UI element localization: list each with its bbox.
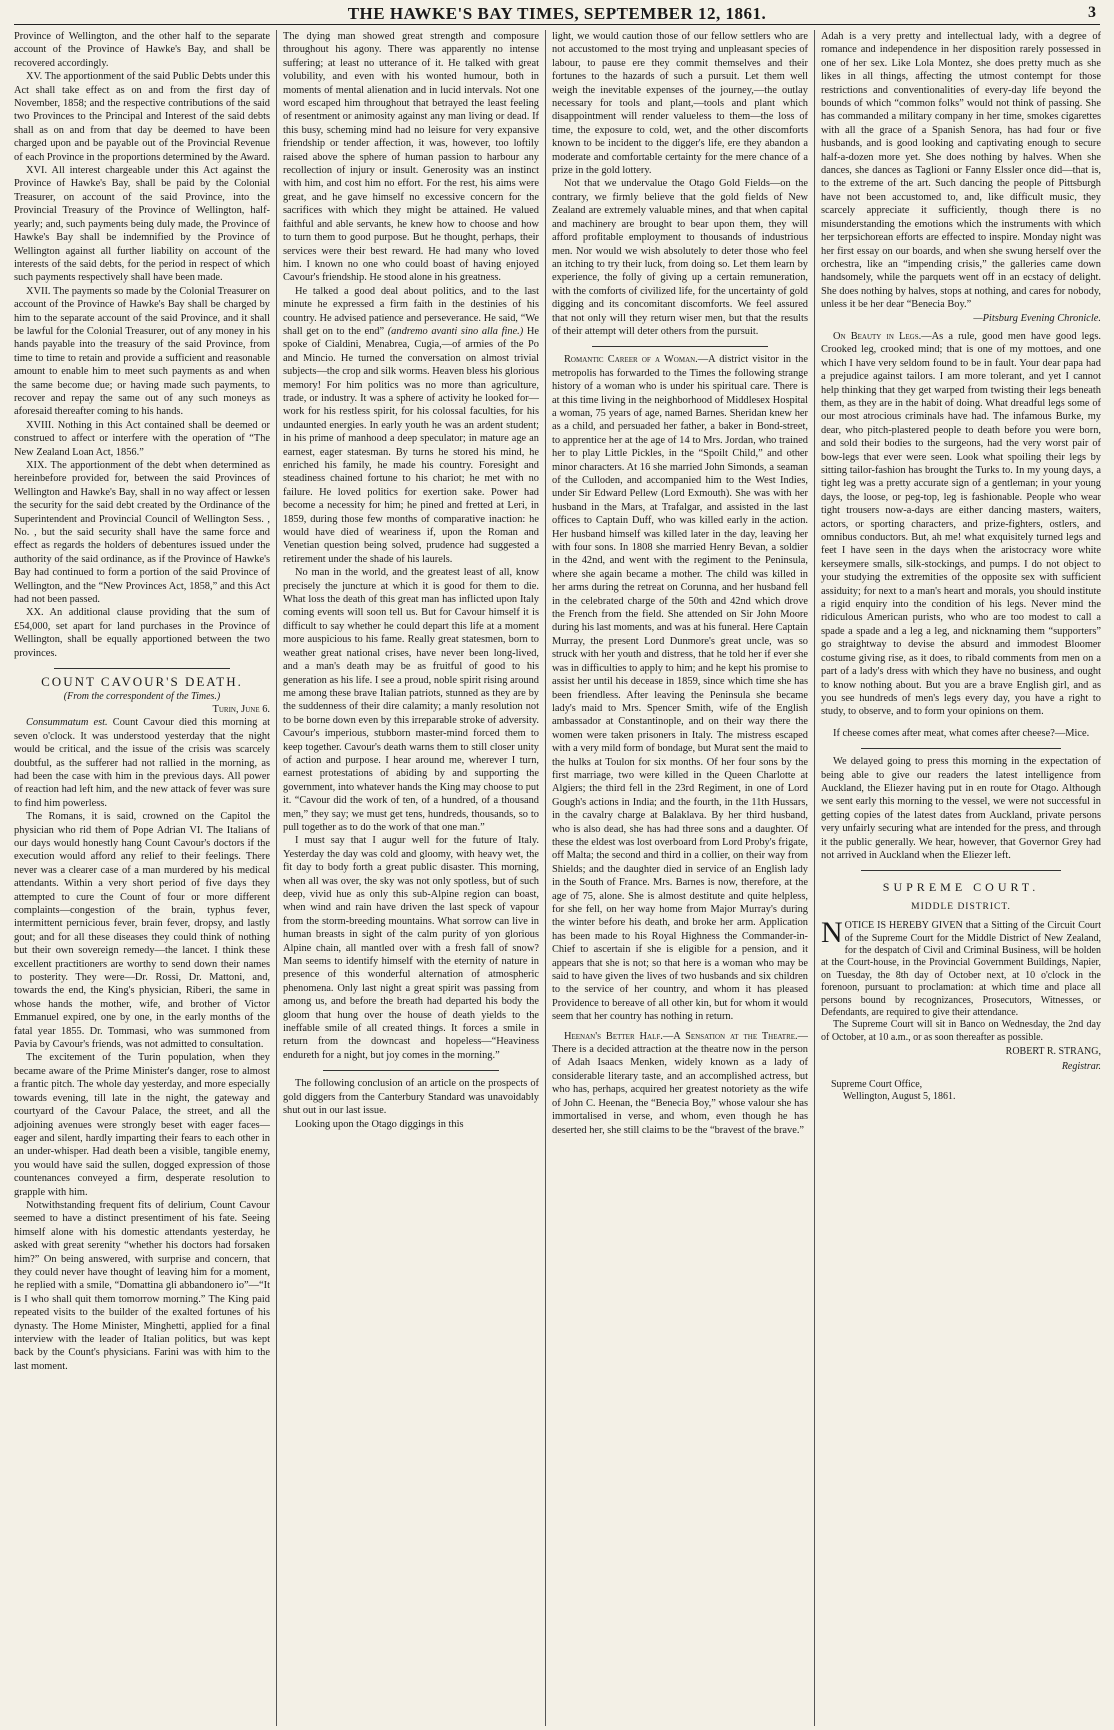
page-number: 3: [1088, 4, 1096, 21]
act-clause-xvi: XVI. All interest chargeable under this Act against the Province of Hawke's Bay, shall be paid by the Colonial Treasurer, on account of the said Province, into the Provincial Treasury of the Province of Wellington, half-yearly; and, such payments being duly made, the Province of Hawke's Bay shall be indemnified by the Province of Wellington against all further liability on account of the interests of the said debts, for the period in respect of which such payments respectively shall have been made.: [14, 165, 270, 284]
act-clause-xviii: XVIII. Nothing in this Act contained shall be deemed or construed to affect or interfere with the operation of “The New Zealand Loan Act, 1856.”: [14, 419, 270, 458]
drop-cap: N: [821, 916, 843, 950]
notice-paragraph: The Supreme Court will sit in Banco on Wednesday, the 2nd day of October, at 10 a.m., or as soon thereafter as possible.: [821, 1019, 1101, 1043]
section-divider: [592, 346, 768, 347]
article-paragraph: I must say that I augur well for the future of Italy. Yesterday the day was cold and gloomy, with heavy wet, the fit day to body forth a great public disaster. This morning, when all was over, the sky was not only spotless, but of such deep, vivid hue as only this sub-Alpine region can boast, when wind and rain have driven the last speck of vapour from the storm-breeding mountains. What sorrow can live in human breasts in sight of the calm purity of yon glorious Alpine chain, all mantled over with a fresh fall of snow? Man seems to identify himself with the eternity of nature in presence of this wonderful alternation of atmospheric phenomena. Only last night a great spirit was passing from among us, and before the breath had departed his body the gloom that hung over the house of death yields to the ineffable smile of all created things. It forces a smile in return from the downcast and hopeless—“Heaviness endureth for a night, but joy comes in the morning.”: [283, 835, 539, 1061]
section-divider: [861, 748, 1061, 749]
article-paragraph: The dying man showed great strength and composure throughout his agony. There was apparently no intense suffering; at least no utterance of it. He talked with great volubility, and even with his wonted humour, both in moments of mental alienation and in lucid intervals. Not one word escaped him throughout that betrayed the least feeling of resentment or animosity against any man living or dead. If this busy, scheming mind had no leisure for very expansive friendship or tender affection, it was, however, too loftily raised above the sphere of human passion to harbour any recollection of injury or insult. Generosity was an instinct with him, and cost him no effort. For the rest, his aims were great, and he gave himself no excessive concern for the sacrifices with which they might be attained. He valued faithful and able servants, he knew how to choose and how to turn them to good purpose. But he thought, perhaps, their services were their best reward. He had many who loved him. I known no one who could boast of having enjoyed Cavour's friendship. He stood alone in his greatness.: [283, 31, 539, 284]
article-source: (From the correspondent of the Times.): [63, 690, 221, 702]
article-credit: —Pitsburg Evening Chronicle.: [973, 312, 1101, 324]
item-headline: Heenan's Better Half.—A Sensation at the Theatre.: [564, 1030, 798, 1042]
article-headline: COUNT CAVOUR'S DEATH.: [41, 674, 243, 690]
article-paragraph: No man in the world, and the greatest least of all, know precisely the juncture at which it is good for them to die. What loss the death of this great man has inflicted upon Italy coming events will soon tell us. But for Cavour himself it is difficult to say whether he could depart this life at a moment more auspicious to his fame. Really great statesmen, born to weather great national crises, have never been long-lived, and a man's death may be as fruitful of good to his generation as his life. I see a proud, noble spirit rising around me among these brave Italian patriots, stunned as they are by the suddenness of their dire calamity; a manly resolution not to be borne down even by this irreparable stroke of adversity. Cavour's imperious, stubborn master-mind forced them to keep together. Cavour's death warns them to still closer unity of action and purpose. I hear around me, wherever I turn, earnest protestations of abiding by and supporting the government, into whatever hands the King may choose to put it. “Cavour did the work of ten, of a hundred, of a thousand men,” they say; we must get tens, hundreds, thousands, so to pull together as to do the work of that one man.”: [283, 567, 539, 833]
section-divider: [323, 1070, 499, 1071]
column-3: [552, 30, 808, 1728]
italian-quote: (andremo avanti sino alla fine.): [387, 325, 524, 337]
office-line: Supreme Court Office,: [831, 1079, 923, 1091]
item-body: —There is a decided attraction at the theatre now in the person of Adah Isaacs Menken, widely known as a lady of considerable literary taste, and an accomplished actress, but who has, perhaps, acquired her greatest notoriety as the wife of John C. Heenan, the “Benecia Boy,” whose valour she has immortalised in verse, and whom, even though he has deserted her, she still claims to be the “bravest of the brave.”: [552, 1030, 808, 1136]
column-2: [283, 30, 539, 1728]
column-rule: [545, 30, 546, 1726]
article-opening: Consummatum est.: [26, 717, 108, 729]
article-paragraph: The excitement of the Turin population, when they became aware of the Prime Minister's danger, rose to almost a frantic pitch. The whole day yesterday, and more especially towards evening, till late in the night, the gateway and courtyard of the Cavour Palace, the street, and all the adjoining avenues were strongly beset with eager faces—eager and silent, hardly imparting their fears to each other in an under-whisper. Had death been a visible, tangible enemy, you would have said the sullen, dogged expression of those countenances conveyed a firm, desperate resolution to grapple with him.: [14, 1052, 270, 1198]
act-clause-xvii: XVII. The payments so made by the Colonial Treasurer on account of the Province of Hawke's Bay shall be charged by him to the separate account of the said Province, and it shall be lawful for the Colonial Treasurer, out of any money in his hands payable into the treasury of the said Province, from time to time to retain and provide a sufficient and reasonable amount to enable him to meet such payments as and when the same become due; or having made such payments, to recover and repay the same out of any such moneys as aforesaid thereafter coming to his hands.: [14, 285, 270, 418]
act-clause-tail: Province of Wellington, and the other half to the separate account of the Province of Hawke's Bay, and shall be recovered accordingly.: [14, 31, 270, 69]
article-paragraph: Count Cavour died this morning at seven o'clock. It was understood yesterday that the night would be critical, and the issue of the crisis was scarcely doubtful, as the sufferer had not rallied in the morning, as had been the case with him in the previous days. All power of reaction had left him, and the new attack of fever was sure to find him powerless.: [14, 717, 270, 809]
court-notice: [821, 916, 1101, 1104]
act-clause-xx: XX. An additional clause providing that the sum of £54,000, set apart for land purchases in the Province of Wellington, shall be equally apportioned between the two provinces.: [14, 607, 270, 659]
signer-role: Registrar.: [1061, 1060, 1101, 1072]
signer-name: ROBERT R. STRANG,: [1005, 1046, 1101, 1058]
article-paragraph: light, we would caution those of our fellow settlers who are not accustomed to the most trying and unpleasant species of labour, to pause ere they commit themselves and their fortunes to the hazards of such a pursuit. Let them well weigh the inevitable expenses of the journey,—the outlay necessary for tools and plant,—tools and plant which disappointment will render valueless to them—the loss of time, the exposure to cold, wet, and the other discomforts known to be incident to the digger's life, ere they abandon a moderate and comfortable certainty for the mere chance of a prize in the gold lottery.: [552, 31, 808, 177]
article-paragraph: Not that we undervalue the Otago Gold Fields—on the contrary, we firmly believe that the gold fields of New Zealand are extremely valuable mines, and that when capital and machinery are brought to bear upon them, they will afford profitable employment to thousands of industrious men. Nor would we wish absolutely to deter those who feel an itching to try their luck, from doing so. Let them learn by experience, the folly of giving up a certain remuneration, with the comforts of civilized life, for the uncertainty of gold digging and its concomitant discomforts. We feel assured that not only will they return wiser men, but that the results of their attempt will deter others from the pursuit.: [552, 178, 808, 337]
item-headline: Romantic Career of a Woman.: [564, 354, 698, 366]
article-dateline: Turin, June 6.: [212, 703, 270, 715]
editorial-note: The following conclusion of an article on the prospects of gold diggers from the Canterbury Standard was unavoidably shut out in our last issue.: [283, 1078, 539, 1117]
court-district: MIDDLE DISTRICT.: [911, 901, 1011, 912]
act-clause-xv: XV. The apportionment of the said Public Debts under this Act shall take effect as on and from the first day of November, 1858; and the respective contributions of the said two Provinces to the Principal and Interest of the said debts shall as on and from that day be deemed to have been charged upon and be payable out of the Provincial Revenue of each Province in the proportions determined by the Award.: [14, 71, 270, 163]
article-paragraph: Looking upon the Otago diggings in this: [295, 1118, 464, 1130]
section-divider: [54, 668, 230, 669]
article-paragraph: He talked a good deal about politics, and to the last minute he expressed a firm faith in the destinies of his country. He advised patience and perseverance. He said, “We shall get on to the end”: [283, 285, 539, 337]
article-paragraph: He spoke of Cialdini, Menabrea, Cugia,—of armies of the Po and Mincio. He turned the conversation on almost trivial subjects—the crop and silk worms. Heaven bless his glorious memory! For him politics was no more than agriculture, trade, or industry. It was a sphere of activity he looked for—work for his restless spirit, for his colossal faculties, for his undaunted energies. In early youth he was an ardent student; in his prime of manhood a deep speculator; in mature age an earnest, eager statesman. By turns he stored his mind, he enriched his family, he made his country. Foresight and steadiness chained fortune to his chariot; he met with no failure. He loved politics for exertion sake. Power had become a necessity for him; he pined and fretted at Leri, in 1859, during those few months of comparative inaction: he would have died of weariness if, upon the Roman and Venetian question being solved, prudence had suggested a retirement under the shade of his laurels.: [283, 325, 539, 565]
joke: If cheese comes after meat, what comes after cheese?—Mice.: [833, 727, 1090, 739]
article-paragraph: Notwithstanding frequent fits of delirium, Count Cavour seemed to have a distinct presentiment of his fate. Seeing himself alone with his domestic attendants yesterday, he asked with great serenity “whether his doctors had forsaken him?” On being answered, with surprise and concern, that they could never have thought of leaving him for a moment, he replied with a smile, “Domattina gli abbandonero io”—“It is I who shall quit them tomorrow morning.” The King paid repeated visits to the builder of the exalted fortunes of his dynasty. The Home Minister, Minghetti, applied for a final interview with the leader of Italian politics, but was kept back by the Count's physicians. Farini was with him to the last moment.: [14, 1199, 270, 1372]
section-divider: [861, 870, 1061, 871]
press-notice: We delayed going to press this morning in the expectation of being able to give our readers the latest intelligence from Auckland, the Eliezer having put in en route for Otago. Although we sent early this morning to the vessel, we were not successful in getting copies of the latest dates from Auckland, private persons very unfairly securing what are intended for the press, and through it the public generally. We hear, however, that Governor Grey had not arrived in Auckland when the Eliezer left.: [821, 756, 1101, 861]
column-rule: [814, 30, 815, 1726]
item-headline: On Beauty in Legs.: [833, 330, 922, 342]
masthead: [14, 4, 1100, 25]
column-rule: [276, 30, 277, 1726]
column-4: [821, 30, 1101, 1728]
article-paragraph: The Romans, it is said, crowned on the Capitol the physician who rid them of Pope Adrian VI. The Italians of our days would honestly hang Count Cavour's doctors if the execution would afford any relief to their feelings. There never was a clearer case of a man murdered by his medical attendants. Within a very short period of five days they attempted to cure the Count of four or more different complaints—congestion of the brain, typhus fever, intermittent pernicious fever, brain fever, dropsy, and lastly gout; and for all these diseases they could think of nothing but their own sovereign remedy—the lancet. I think these excellent practitioners are worthy to send down their names to posterity. They were—Dr. Rossi, Dr. Mattoni, and, towards the end, the King's physician, Riberi, the same in whose hands the mother, wife, and brother of Victor Emmanuel expired, one by one, in the early months of the fatal year 1855. Dr. Tommasi, who was summoned from Pavia by Cavour's friends, was not admitted to consultation.: [14, 811, 270, 1051]
column-1: [14, 30, 270, 1728]
court-heading: SUPREME COURT.: [882, 880, 1040, 895]
notice-body: OTICE IS HEREBY GIVEN that a Sitting of the Circuit Court of the Supreme Court for the Middle District of New Zealand, for the despatch of Civil and Criminal Business, will be holden at the Court-house, in the Provincial Government Buildings, Napier, on Tuesday, the 8th day of October next, at 10 o'clock in the forenoon, pursuant to proclamation: at which time and place all persons bound by recognizances, Prosecutors, Witnesses, or Defendants, are required to give their attendance.: [821, 920, 1101, 1019]
masthead-title: THE HAWKE'S BAY TIMES, SEPTEMBER 12, 1861.: [347, 4, 767, 23]
article-paragraph: Adah is a very pretty and intellectual lady, with a degree of romance and independence in her disposition rarely possessed in one of her sex. Like Lola Montez, she does pretty much as she likes in all things, affecting the utmost contempt for those restrictions and conventionalities of every-day life beyond the bounds of which “common folks” would not think of passing. She has commanded a military company in her time, smokes cigarettes with all the grace of a Spanish Senora, has had four or five husbands, and is good looking and captivating enough to secure half-a-dozen more yet. She does nothing by halves. When she dances, she dances as Taglioni or Fanny Elssler once did—that is, to the extreme of the art. Such dancing the people of Pittsburgh have not been accustomed to, and, like difficult music, they scarcely appreciate it sufficiently, though there is no misunderstanding the emotions which the instruments with which her terpsichorean efforts are effected to inspire. Monday night was her first essay on our boards, and when she swung herself over the orchestra, like an “impending crisis,” the galleries came down handsomely, while the parquets went off in an ecstacy of delight. She does nothing by halves, stops at nothing, and cares for nobody, unless it be her dear “Benecia Boy.”: [821, 31, 1101, 311]
act-clause-xix: XIX. The apportionment of the debt when determined as hereinbefore provided for, between the said Provinces of Wellington and Hawke's Bay, shall in no way affect or lessen the security for the said debt created by the Ordinance of the Superintendent and Provincial Council of Wellington Sess. , No. , but the said security shall have the same force and effect as regards the holders of debentures issued under the authority of the said ordinance, as if the Province of Hawke's Bay had continued to form a portion of the said Province of Wellington, and the “New Provinces Act, 1858,” and this Act had not been passed.: [14, 460, 270, 606]
office-date: Wellington, August 5, 1861.: [843, 1091, 956, 1103]
item-body: —A district visitor in the metropolis has forwarded to the Times the following strange history of a woman who is under his spiritual care. There is at this time living in the neighborhood of Middlesex Hospital a woman, 75 years of age, named Barnes. Sheridan knew her as a child, and persuaded her father, a baker in Bond-street, to apprentice her at the age of 14 to Mrs. Jordan, who trained her to play Little Pickles, in the “Spoilt Child,” and other minor characters. At 16 she married John Simonds, a seaman of the Culloden, and accompanied him to the West Indies, under Sir Edward Pellew (Lord Exmouth). She was with her husband in the Mars, at Trafalgar, and assisted in the last offices to Captain Duff, who was killed early in the action. Her husband himself was killed later in the day, leaving her with four sons. In 1808 she married Henry Bevan, a soldier in the 42nd, and went with the regiment to the Peninsula, where she again became a mother. The child was killed in her arms during the retreat on Corunna, and her husband fell in the celebrated charge of the 50th and 42nd which drove the French from the field. She attended on Sir John Moore during his last moments, and was at his funeral. Here Captain Murray, the present Lord Dunmore's great uncle, was so struck with her youth and distress, that he told her if ever she was in difficulties to apply to him; and he kept his promise to assist her until his decease in 1859, since which time she has been friendless. After leaving the Peninsula she became lady's maid to Mrs. Spencer Smith, wife of the English ambassador at Constantinople, and on their way there the women were taken prisoners in Italy. The mistress escaped with a very mild form of bondage, but Murat sent the maid to the hulks at Toulon for six months. Of her four sons by the first marriage, two were killed in the Queen Charlotte at Algiers; the third fell in the 23rd Regiment, in one of Lord Gough's actions in India; and the fourth, in the 11th Hussars, in the cavalry charge at Balaklava. By her third husband, who is also dead, she has had three sons and a daughter. Of these the eldest was lost overboard from Lord Proby's frigate, off Malta; the second and third in a collier, on their way from Shields; and the daughter died in service of an English lady in the South of France. Mrs. Barnes is now, therefore, at the age of 75, alone. She is almost destitute and quite helpless, for she fell, on her way home from Major Murray's during the winter before his death, and broke her arm. Application has been made to his Royal Highness the Commander-in-Chief to ascertain if she is eligible for a pension, and it appears that she is not; so that here is a woman who may be said to have given the lives of two husbands and six children to the service of her country, and whom it has pleased Providence to bereave of all other kin, but for whom it would seem that her country has nothing in return.: [552, 354, 808, 1023]
item-body: —As a rule, good men have good legs. Crooked leg, crooked mind; that is one of my mottoes, and one which I have very seldom found to be in fault. Your dear papa had a prejudice against tailors. I am more tolerant, and yet I cannot help thinking that they get warped from twisting their legs beneath them, as they are in the habit of doing. What dreadful legs some of our most atrocious criminals have had. The infamous Burke, my dear, who pitch-plastered people to death before you were born, and sold their bodies to the surgeons, had the very worst pair of bow-legs that ever were seen. Look what spoiling their legs by sitting tailor-fashion has brought the Turks to. In my young days, a tight leg was a pretty accurate sign of a gentleman; in your young days, the loose, or peg-top, leg is fashionable. People who wear tight trousers now-a-days are either dancing masters, waiters, actors, or sporting characters, and prize-fighters, ostlers, and omnibus conductors. But, ah me! what exquisitely turned legs and feet I have seen in the days when the aristocracy wore white kerseymere smalls, silk-stockings, and pumps. I do not object to your studying the extremities of the opposite sex with sufficient assiduity; for next to a man's heart and morals, you should institute a rigid enquiry into the condition of his legs. Never mind the ridiculous American purists, who who are too modest to call a spade a spade and a leg a leg, and nicknaming them “supporters” go straightway to devise the absurd and immodest Bloomer costume giving rise, as it does, to ribald comments from men on a part of a lady's dress with which they have no business, and ought to know nothing about. But you are a brave English girl, and as you see hundreds of men's legs every day, you have a right to study, to observe, and to form your opinions on them.: [821, 330, 1101, 718]
